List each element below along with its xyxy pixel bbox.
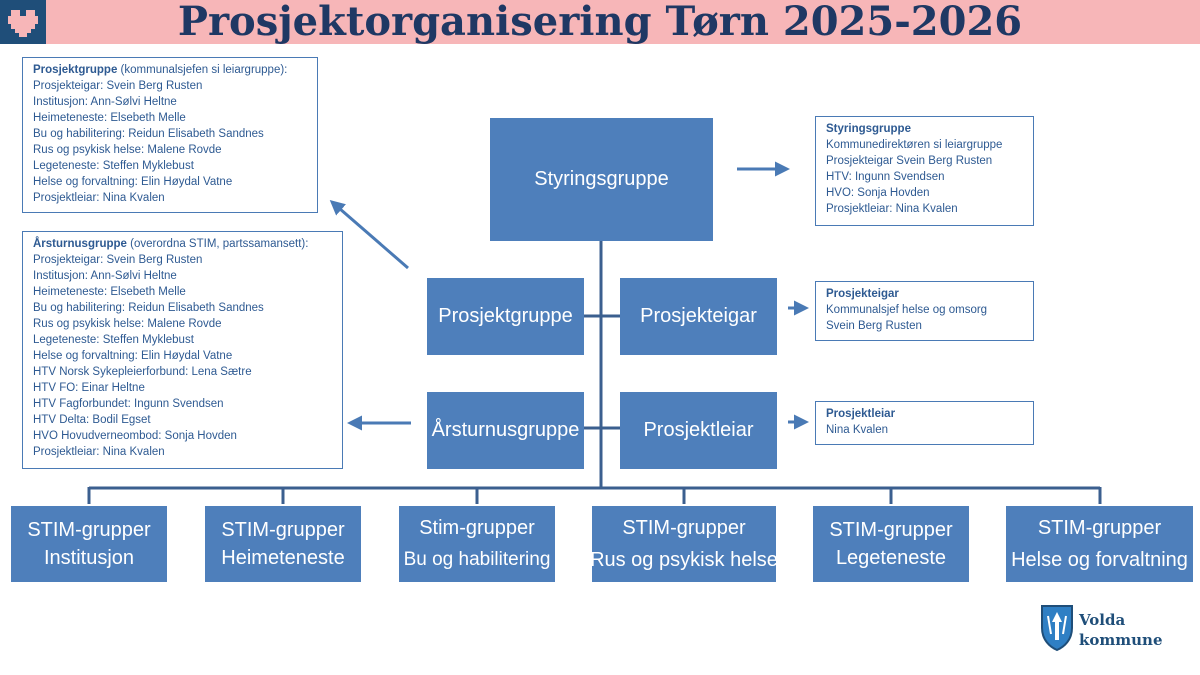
- info-line: HTV Fagforbundet: Ingunn Svendsen: [33, 398, 224, 410]
- stim-line1: STIM-grupper: [221, 519, 345, 541]
- info-line: Institusjon: Ann-Sølvi Heltne: [33, 96, 177, 108]
- info-heading: Prosjektleiar: [826, 408, 896, 420]
- info-line: Rus og psykisk helse: Malene Rovde: [33, 318, 222, 330]
- stim-line2: Helse og forvaltning: [1011, 549, 1188, 571]
- info-heading-note: (overordna STIM, partssamansett):: [126, 238, 309, 250]
- info-line: Svein Berg Rusten: [826, 320, 922, 332]
- info-line: Institusjon: Ann-Sølvi Heltne: [33, 270, 177, 282]
- info-heading-row: [33, 62, 307, 78]
- info-line: Prosjekteigar: Svein Berg Rusten: [33, 254, 203, 266]
- info-line: Bu og habilitering: Reidun Elisabeth Sandnes: [33, 128, 264, 140]
- info-line: Bu og habilitering: Reidun Elisabeth Sandnes: [33, 302, 264, 314]
- stim-box-heimeteneste: [205, 506, 361, 582]
- info-line: Rus og psykisk helse: Malene Rovde: [33, 144, 222, 156]
- info-line: Prosjektleiar: Nina Kvalen: [33, 192, 165, 204]
- info-line: HTV Norsk Sykepleierforbund: Lena Sætre: [33, 366, 252, 378]
- stim-box-rus-og-psykisk-helse: [592, 506, 776, 582]
- stim-line1: Stim-grupper: [419, 517, 535, 539]
- info-line: Prosjekteigar Svein Berg Rusten: [826, 155, 993, 167]
- info-line: HVO: Sonja Hovden: [826, 187, 930, 199]
- info-line: HTV: Ingunn Svendsen: [826, 171, 945, 183]
- styringsgruppe-info-box: [815, 116, 1034, 226]
- info-heading: Styringsgruppe: [826, 123, 911, 135]
- arsturnusgruppe-info-box: [22, 231, 343, 469]
- info-line: Prosjektleiar: Nina Kvalen: [826, 203, 958, 215]
- arsturnusgruppe-box: Årsturnusgruppe: [427, 392, 584, 469]
- stim-line2: Legeteneste: [835, 547, 947, 569]
- info-line: HTV Delta: Bodil Egset: [33, 414, 151, 426]
- info-line: Legeteneste: Steffen Myklebust: [33, 334, 194, 346]
- prosjekteigar-box: Prosjekteigar: [620, 278, 777, 355]
- info-heading-row: [33, 236, 332, 252]
- info-heading-note: (kommunalsjefen si leiargruppe):: [117, 64, 288, 76]
- info-line: Prosjektleiar: Nina Kvalen: [33, 446, 165, 458]
- stim-line2: Bu og habilitering: [403, 549, 551, 570]
- info-heading: Prosjekteigar: [826, 288, 899, 300]
- info-heading: Årsturnusgruppe: [33, 238, 127, 250]
- volda-coat-of-arms-icon: [1040, 604, 1074, 652]
- info-line: Nina Kvalen: [826, 424, 889, 436]
- info-line: HVO Hovudverneombod: Sonja Hovden: [33, 430, 237, 442]
- stim-line1: STIM-grupper: [622, 517, 746, 539]
- brand-line1: Volda: [1079, 611, 1126, 629]
- prosjekteigar-info-box: [815, 281, 1034, 341]
- stim-line1: STIM-grupper: [27, 519, 151, 541]
- prosjektgruppe-info-box: [22, 57, 318, 213]
- info-line: Heimeteneste: Elsebeth Melle: [33, 286, 186, 298]
- stim-line2: Institusjon: [43, 547, 135, 569]
- stim-line1: STIM-grupper: [829, 519, 953, 541]
- stim-line2: Heimeteneste: [221, 547, 345, 569]
- info-heading: Prosjektgruppe: [33, 64, 118, 76]
- volda-kommune-wordmark: [1079, 610, 1189, 650]
- info-line: Legeteneste: Steffen Myklebust: [33, 160, 194, 172]
- stim-line2: Rus og psykisk helse: [590, 549, 778, 571]
- prosjektleiar-box: Prosjektleiar: [620, 392, 777, 469]
- info-line: HTV FO: Einar Heltne: [33, 382, 145, 394]
- prosjektgruppe-box: Prosjektgruppe: [427, 278, 584, 355]
- info-line: Kommunalsjef helse og omsorg: [826, 304, 988, 316]
- page-title: Prosjektorganisering Tørn 2025-2026: [177, 0, 1023, 45]
- stim-line1: STIM-grupper: [1037, 517, 1162, 539]
- info-line: Heimeteneste: Elsebeth Melle: [33, 112, 186, 124]
- arrow-to-prosjektgruppe-info: [332, 202, 408, 268]
- prosjektleiar-info-box: [815, 401, 1034, 445]
- info-line: Prosjekteigar: Svein Berg Rusten: [33, 80, 203, 92]
- styringsgruppe-box: Styringsgruppe: [490, 118, 713, 241]
- info-line: Kommunedirektøren si leiargruppe: [826, 139, 1003, 151]
- stim-box-bu-og-habilitering: [399, 506, 555, 582]
- info-line: Helse og forvaltning: Elin Høydal Vatne: [33, 350, 233, 362]
- brand-line2: kommune: [1079, 631, 1163, 649]
- stim-box-institusjon: [11, 506, 167, 582]
- info-line: Helse og forvaltning: Elin Høydal Vatne: [33, 176, 233, 188]
- stim-box-helse-og-forvaltning: [1006, 506, 1193, 582]
- stim-box-legeteneste: [813, 506, 969, 582]
